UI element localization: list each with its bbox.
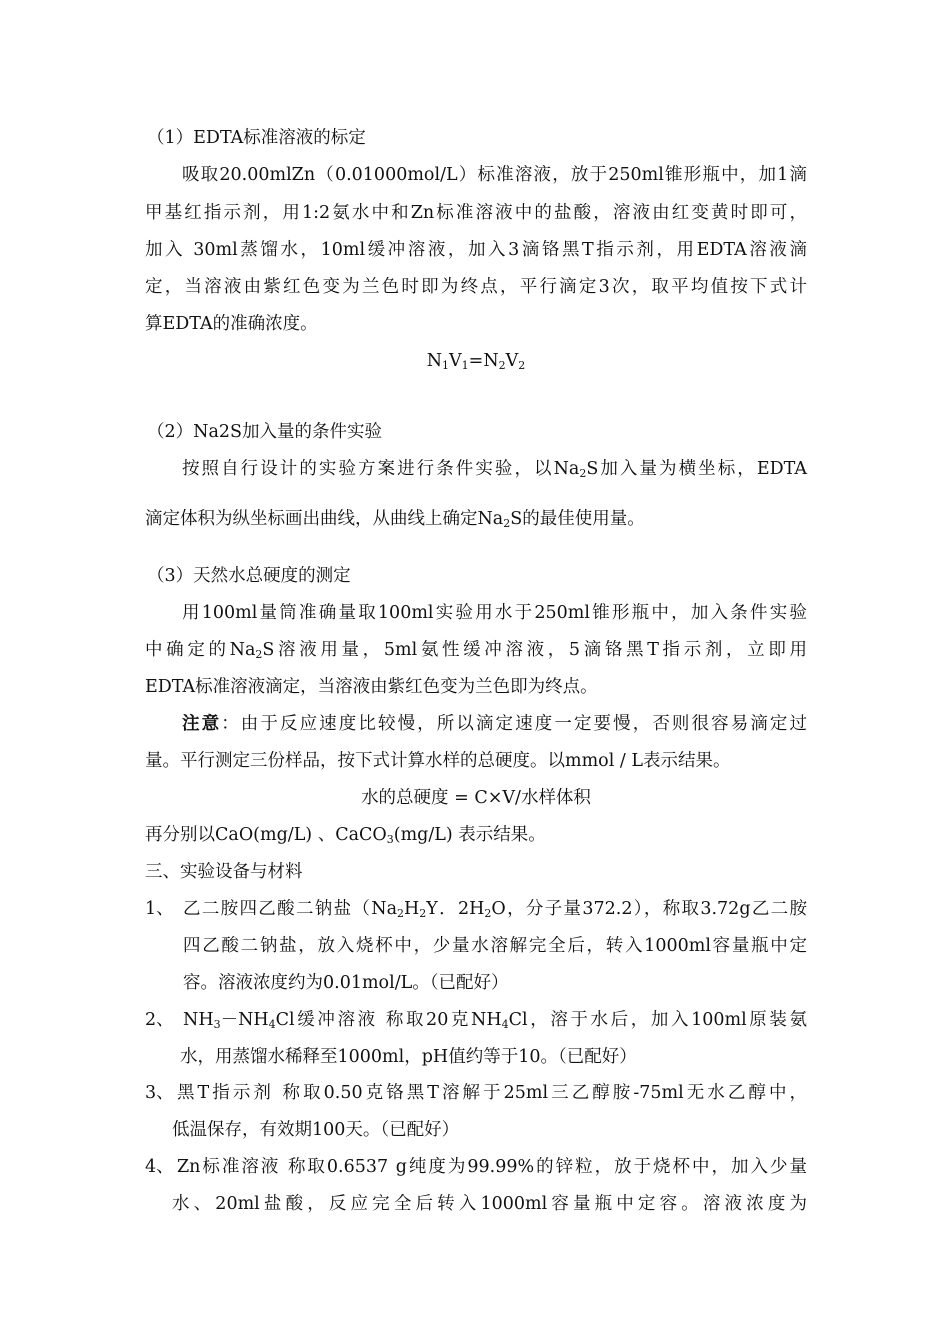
note-label: 注意 [182,714,222,734]
paragraph-line: 甲基红指示剂，用1:2氨水中和Zn标准溶液中的盐酸，溶液由红变黄时即可， [145,203,807,223]
list-item-line: 容。溶液浓度约为0.01mol/L。（已配好） [183,973,509,993]
paragraph-line: 中确定的$Na_2S$溶液用量，5ml氨性缓冲溶液，5滴铬黑T指示剂，立即用 [145,640,807,661]
paragraph-line: 用100ml量筒准确量取100ml实验用水于250ml锥形瓶中，加入条件实验 [182,603,807,623]
list-item-line: 水、20ml盐酸，反应完全后转入1000ml容量瓶中定容。溶液浓度为 [172,1194,807,1214]
list-item-number: 2、 [145,1010,174,1030]
list-item-line: Zn标准溶液 称取0.6537 g纯度为99.99%的锌粒，放于烧杯中，加入少量 [177,1157,807,1177]
equipment-heading: 三、实验设备与材料 [145,862,303,882]
list-item-line: $NH_3-NH_4Cl$缓冲溶液 称取20克$NH_4Cl$，溶于水后，加入100ml原装氨 [183,1010,807,1031]
list-item-line: 四乙酸二钠盐，放入烧杯中，少量水溶解完全后，转入1000ml容量瓶中定 [183,936,807,956]
list-item-number: 3、 [145,1083,174,1103]
formula-n1v1-n2v2: $N_1V_1=N_2V_2$ [426,351,526,372]
section1-heading: （1）EDTA标准溶液的标定 [147,128,366,148]
list-item-line: 低温保存，有效期100天。（已配好） [172,1120,460,1140]
list-item-number: 4、 [145,1157,174,1177]
list-item-number: 1、 [145,899,174,919]
paragraph-line: 吸取20.00mlZn（0.01000mol/L）标准溶液，放于250ml锥形瓶中，加1滴 [182,165,807,185]
paragraph-line: 加入 30ml蒸馏水，10ml缓冲溶液，加入3滴铬黑T指示剂，用EDTA溶液滴 [145,240,807,260]
paragraph-line: 按照自行设计的实验方案进行条件实验，以$Na_2S$加入量为横坐标，EDTA [182,459,807,480]
section3-heading: （3）天然水总硬度的测定 [147,566,351,586]
paragraph-line: EDTA标准溶液滴定，当溶液由紫红色变为兰色即为终点。 [145,677,598,697]
list-item-line: 乙二胺四乙酸二钠盐（$Na_2H_2Y$．$2H_2O$，分子量372.2），称取3.72g乙二胺 [183,899,807,920]
section2-heading: （2）Na2S加入量的条件实验 [147,422,383,442]
note-line: 注意：由于反应速度比较慢，所以滴定速度一定要慢，否则很容易滴定过 [182,714,808,734]
paragraph-line: 定，当溶液由紫红色变为兰色时即为终点，平行滴定3次，取平均值按下式计 [145,277,807,297]
hardness-formula: 水的总硬度 = C×V/水样体积 [361,788,591,808]
paragraph-line: 再分别以CaO(mg/L) 、CaCO$_3$(mg/L) 表示结果。 [145,825,546,846]
paragraph-line: 滴定体积为纵坐标画出曲线，从曲线上确定$Na_2S$的最佳使用量。 [145,509,645,530]
list-item-line: 黑T指示剂 称取0.50克铬黑T溶解于25ml三乙醇胺-75ml无水乙醇中， [177,1083,807,1103]
paragraph-line: 算EDTA的准确浓度。 [145,314,318,334]
list-item-line: 水，用蒸馏水稀释至1000ml，pH值约等于10。（已配好） [180,1047,637,1067]
paragraph-line: 量。平行测定三份样品，按下式计算水样的总硬度。以mmol / L表示结果。 [145,751,731,771]
